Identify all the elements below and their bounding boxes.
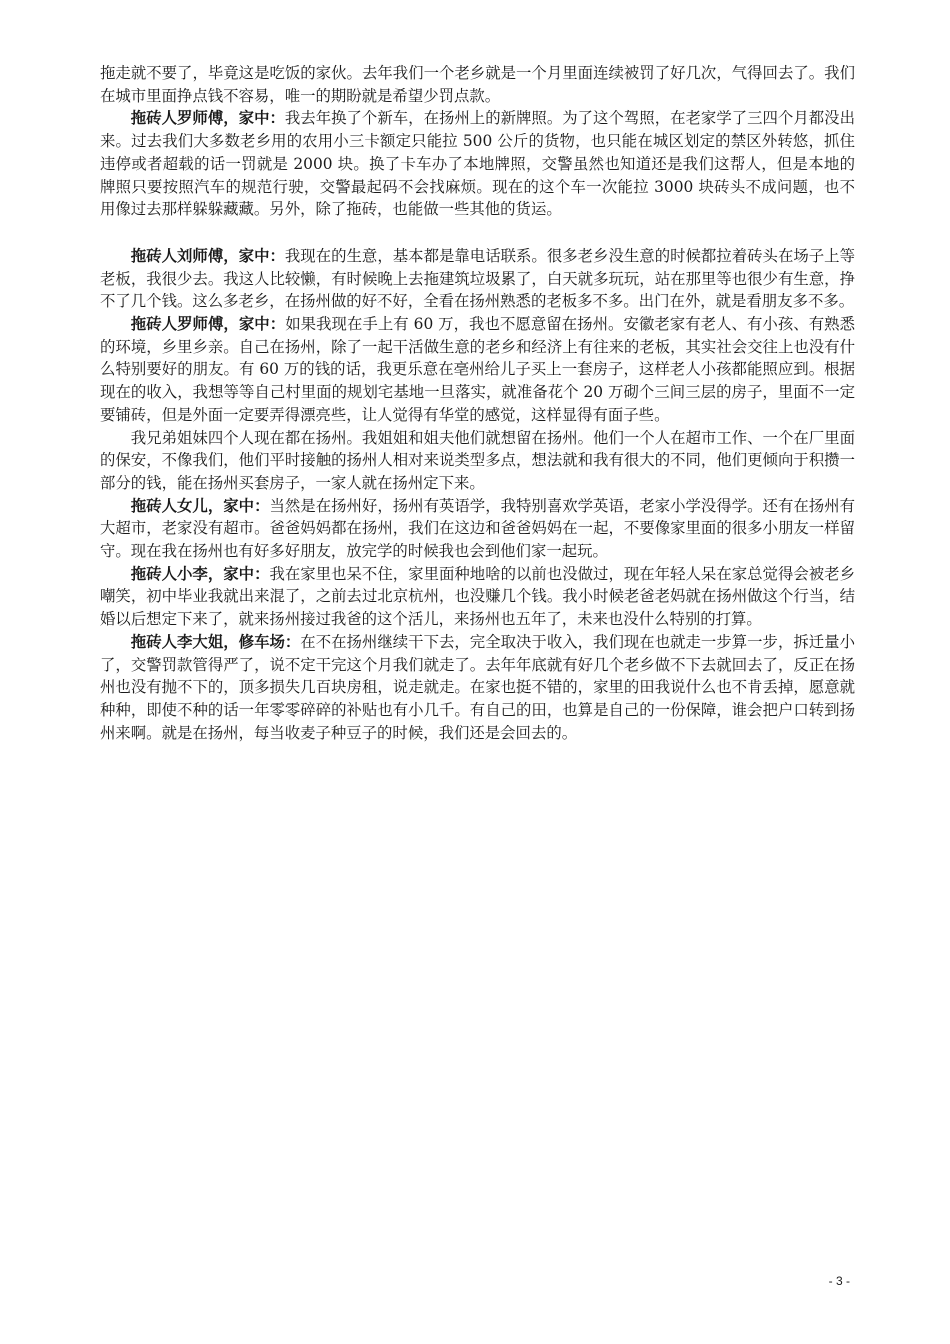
speaker-label: 拖砖人女儿，家中： [130,496,270,515]
paragraph-interview [100,245,855,313]
speaker-label: 拖砖人小李，家中： [130,564,270,583]
paragraph-interview [100,107,855,221]
speaker-label: 拖砖人刘师傅，家中： [130,246,285,265]
paragraph-interview [100,313,855,427]
paragraph-plain [100,427,855,495]
paragraph-text: 我现在的生意，基本都是靠电话联系。很多老乡没生意的时候都拉着砖头在场子上等老板，我很少去。我这人比较懒，有时候晚上去拖建筑垃圾累了，白天就多玩玩，站在那里等也很少有生意，挣不了几个钱。这么多老乡，在扬州做的好不好，全看在扬州熟悉的老板多不多。出门在外，就是看朋友多不多。 [100,246,855,311]
paragraph-text: 我去年换了个新车，在扬州上的新牌照。为了这个驾照，在老家学了三四个月都没出来。过去我们大多数老乡用的农用小三卡额定只能拉 500 公斤的货物，也只能在城区划定的禁区外转悠，抓住违停或者超载的话一罚就是 2000 块。换了卡车办了本地牌照，交警虽然也知道还是我们这帮人，但是本地的牌照只要按照汽车的规范行驶，交警最起码不会找麻烦。现在的这个车一次能拉 3000 块砖头不成问题，也不用像过去那样躲躲藏藏。另外，除了拖砖，也能做一些其他的货运。 [100,109,855,219]
paragraph-interview [100,631,855,745]
speaker-label: 拖砖人李大姐，修车场： [130,632,301,651]
paragraph-interview [100,563,855,631]
paragraph-continuation [100,62,855,107]
paragraph-interview [100,495,855,563]
paragraph-text: 在不在扬州继续干下去，完全取决于收入，我们现在也就走一步算一步，拆迁量小了，交警罚款管得严了，说不定干完这个月我们就走了。去年年底就有好几个老乡做不下去就回去了，反正在扬州也没有抛不下的，顶多损失几百块房租，说走就走。在家也挺不错的，家里的田我说什么也不肯丢掉，愿意就种种，即使不种的话一年零零碎碎的补贴也有小几千。有自己的田，也算是自己的一份保障，谁会把户口转到扬州来啊。就是在扬州，每当收麦子种豆子的时候，我们还是会回去的。 [100,632,855,742]
speaker-label: 拖砖人罗师傅，家中： [130,109,285,128]
paragraph-gap [100,221,855,245]
paragraph-text: 拖走就不要了，毕竟这是吃饭的家伙。去年我们一个老乡就是一个月里面连续被罚了好几次，气得回去了。我们在城市里面挣点钱不容易，唯一的期盼就是希望少罚点款。 [100,64,855,105]
paragraph-text: 当然是在扬州好，扬州有英语学，我特别喜欢学英语，老家小学没得学。还有在扬州有大超市，老家没有超市。爸爸妈妈都在扬州，我们在这边和爸爸妈妈在一起，不要像家里面的很多小朋友一样留守。现在我在扬州也有好多好朋友，放完学的时候我也会到他们家一起玩。 [100,496,855,561]
paragraph-text: 我在家里也呆不住，家里面种地啥的以前也没做过，现在年轻人呆在家总觉得会被老乡嘲笑，初中毕业我就出来混了，之前去过北京杭州，也没赚几个钱。我小时候老爸老妈就在扬州做这个行当，结婚以后想定下来了，就来扬州接过我爸的这个活儿，来扬州也五年了，未来也没什么特别的打算。 [100,564,855,629]
speaker-label: 拖砖人罗师傅，家中： [130,315,286,334]
paragraph-text: 如果我现在手上有 60 万，我也不愿意留在扬州。安徽老家有老人、有小孩、有熟悉的环境，乡里乡亲。自己在扬州，除了一起干活做生意的老乡和经济上有往来的老板，其实社会交往上也没有什么特别要好的朋友。有 60 万的钱的话，我更乐意在亳州给儿子买上一套房子，这样老人小孩都能照应到。根据现在的收入，我想等等自己村里面的规划宅基地一旦落实，就准备花个 20 万砌个三间三层的房子，里面不一定要铺砖，但是外面一定要弄得漂亮些，让人觉得有华堂的感觉，这样显得有面子些。 [100,315,855,424]
document-body [100,62,855,744]
page-number: - 3 - [828,1274,850,1288]
paragraph-text: 我兄弟姐妹四个人现在都在扬州。我姐姐和姐夫他们就想留在扬州。他们一个人在超市工作、一个在厂里面的保安，不像我们，他们平时接触的扬州人相对来说类型多点，想法就和我有很大的不同，他们更倾向于积攒一部分的钱，能在扬州买套房子，一家人就在扬州定下来。 [100,428,855,492]
